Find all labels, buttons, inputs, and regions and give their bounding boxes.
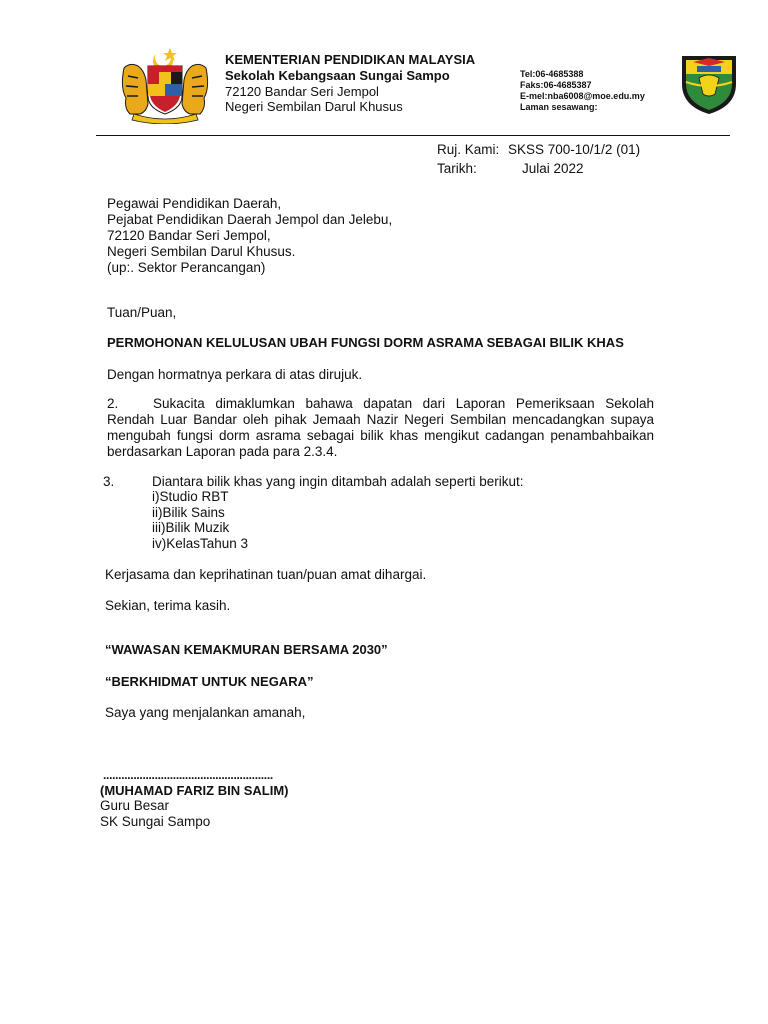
salutation: Tuan/Puan, <box>107 305 177 320</box>
signature-line: ........................................................ <box>103 768 273 782</box>
recipient-line3: 72120 Bandar Seri Jempol, <box>107 228 271 243</box>
contact-website: Laman sesawang: <box>520 102 598 112</box>
opening-sentence: Dengan hormatnya perkara di atas dirujuk. <box>107 367 363 382</box>
header-divider <box>96 135 730 136</box>
letter-subject: PERMOHONAN KELULUSAN UBAH FUNGSI DORM ASRAMA SEBAGAI BILIK KHAS <box>107 335 624 350</box>
school-shield-logo-icon <box>679 52 739 116</box>
reference-value: SKSS 700-10/1/2 (01) <box>508 142 641 157</box>
closing-appreciation: Kerjasama dan keprihatinan tuan/puan amat dihargai. <box>105 567 427 582</box>
list-item: iii)Bilik Muzik <box>152 520 230 535</box>
paragraph-2-text: Sukacita dimaklumkan bahawa dapatan dari Laporan Pemeriksaan Sekolah Rendah Luar Bandar oleh pihak Jemaah Nazir Negeri Sembilan mencadangkan supaya mengubah fungsi dorm asrama sebagai bilik khas mengikut cadangan penambahbaikan berdasarkan Laporan pada para 2.3.4. <box>107 396 654 459</box>
recipient-line1: Pegawai Pendidikan Daerah, <box>107 196 282 211</box>
list-item: iv)KelasTahun 3 <box>152 536 249 551</box>
contact-email: E-mel:nba6008@moe.edu.my <box>520 91 645 101</box>
closing-thanks: Sekian, terima kasih. <box>105 598 231 613</box>
reference-label: Ruj. Kami: <box>437 142 500 157</box>
list-item: i)Studio RBT <box>152 489 229 504</box>
motto-berkhidmat: “BERKHIDMAT UNTUK NEGARA” <box>105 674 314 689</box>
paragraph-2 <box>107 396 654 460</box>
malaysia-coat-of-arms-icon <box>120 46 210 124</box>
signatory-title: Guru Besar <box>100 798 170 813</box>
signatory-school: SK Sungai Sampo <box>100 814 211 829</box>
date-label: Tarikh: <box>437 161 477 176</box>
signoff: Saya yang menjalankan amanah, <box>105 705 306 720</box>
paragraph-3-text: Diantara bilik khas yang ingin ditambah adalah seperti berikut: <box>152 474 524 489</box>
contact-fax: Faks:06-4685387 <box>520 80 592 90</box>
paragraph-3-number: 3. <box>103 474 115 489</box>
signatory-name: (MUHAMAD FARIZ BIN SALIM) <box>100 783 289 798</box>
contact-tel: Tel:06-4685388 <box>520 69 584 79</box>
list-item: ii)Bilik Sains <box>152 505 225 520</box>
school-name: Sekolah Kebangsaan Sungai Sampo <box>225 68 450 83</box>
motto-wawasan: “WAWASAN KEMAKMURAN BERSAMA 2030” <box>105 642 388 657</box>
paragraph-2-number: 2. <box>107 396 119 411</box>
school-address-line1: 72120 Bandar Seri Jempol <box>225 84 379 99</box>
recipient-line2: Pejabat Pendidikan Daerah Jempol dan Jelebu, <box>107 212 393 227</box>
date-value: Julai 2022 <box>522 161 584 176</box>
school-address-line2: Negeri Sembilan Darul Khusus <box>225 99 403 114</box>
recipient-line5: (up:. Sektor Perancangan) <box>107 260 266 275</box>
ministry-name: KEMENTERIAN PENDIDIKAN MALAYSIA <box>225 52 476 67</box>
recipient-line4: Negeri Sembilan Darul Khusus. <box>107 244 296 259</box>
